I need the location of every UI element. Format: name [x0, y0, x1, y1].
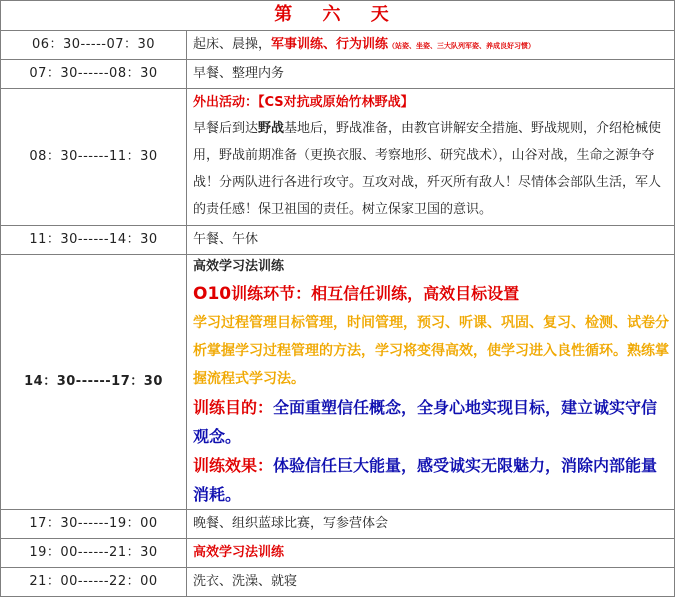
time-cell: 17：30------19：00 — [1, 510, 187, 539]
activity-description — [193, 115, 670, 223]
description-emphasis: 野战 — [258, 121, 285, 136]
activity-cell: 早餐、整理内务 — [187, 60, 675, 89]
activity-note: （站姿、坐姿、三大队列军姿、养成良好习惯） — [388, 41, 536, 50]
activity-cell: 晚餐、组织蓝球比赛，写参营体会 — [187, 510, 675, 539]
schedule-row — [1, 510, 675, 539]
training-effect — [193, 451, 670, 509]
day-title-cell — [1, 1, 675, 31]
schedule-row — [1, 255, 675, 510]
session-number: O10 — [193, 284, 232, 304]
time-cell: 11：30------14：30 — [1, 226, 187, 255]
schedule-row — [1, 568, 675, 597]
time-cell: 21：00------22：00 — [1, 568, 187, 597]
schedule-row — [1, 31, 675, 60]
training-goal — [193, 393, 670, 451]
schedule-row — [1, 226, 675, 255]
schedule-row — [1, 539, 675, 568]
time-cell: 08：30------11：30 — [1, 89, 187, 226]
activity-text: 起床、晨操， — [193, 36, 272, 52]
activity-heading: 外出活动：【CS对抗或原始竹林野战】 — [193, 95, 414, 110]
goal-text: 全面重塑信任概念，全身心地实现目标，建立诚实守信观念。 — [193, 398, 658, 446]
activity-cell — [187, 255, 675, 510]
session-title-line — [193, 279, 670, 309]
activity-cell: 高效学习法训练 — [187, 539, 675, 568]
session-content: 学习过程管理目标管理，时间管理，预习、听课、巩固、复习、检测、试卷分析掌握学习过程管理的方法，学习将变得高效，使学习进入良性循环。熟练掌握流程式学习法。 — [193, 315, 669, 387]
effect-label: 训练效果： — [193, 456, 274, 475]
description-part: 早餐后到达 — [193, 121, 259, 136]
day-title: 第 六 天 — [274, 3, 401, 25]
time-cell: 19：00------21：30 — [1, 539, 187, 568]
schedule-row — [1, 60, 675, 89]
description-part: 基地后，野战准备，由教官讲解安全措施、野战规则，介绍枪械使用，野战前期准备（更换衣服、考察地形、研究战术），山谷对战，生命之源争夺战！分两队进行各进行攻守。互攻对战，歼灭所有敌人！尽情体会部队生活，军人的责任感！保卫祖国的责任。树立保家卫国的意识。 — [193, 121, 662, 217]
activity-cell — [187, 31, 675, 60]
activity-cell — [187, 89, 675, 226]
effect-text: 体验信任巨大能量，感受诚实无限魅力，消除内部能量消耗。 — [193, 456, 658, 504]
time-cell: 14：30------17：30 — [1, 255, 187, 510]
time-cell: 07：30------08：30 — [1, 60, 187, 89]
schedule-row — [1, 89, 675, 226]
activity-cell: 洗衣、洗澡、就寝 — [187, 568, 675, 597]
day-title-row — [1, 1, 675, 31]
goal-label: 训练目的： — [193, 398, 274, 417]
activity-highlight: 军事训练、行为训练 — [271, 36, 389, 52]
activity-heading: 高效学习法训练 — [193, 259, 285, 274]
time-cell: 06：30-----07：30 — [1, 31, 187, 60]
activity-cell: 午餐、午休 — [187, 226, 675, 255]
session-title: 训练环节：相互信任训练，高效目标设置 — [231, 284, 520, 303]
